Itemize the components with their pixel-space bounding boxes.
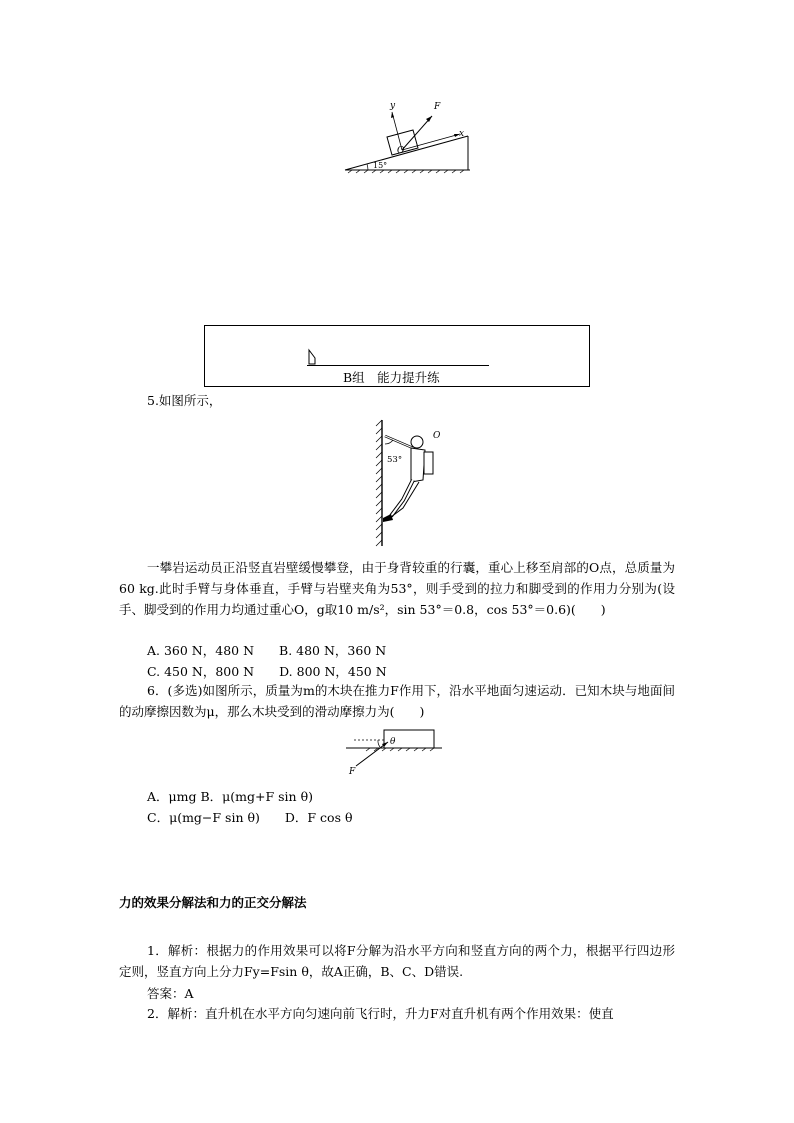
- answer-1-answer: 答案：A: [147, 986, 194, 1001]
- incline-surface: [345, 136, 468, 170]
- angle-arc: [367, 164, 368, 170]
- pencil-icon: [307, 348, 319, 366]
- section-box: [204, 325, 590, 387]
- x-axis: [402, 134, 460, 150]
- angle-arc: [385, 440, 393, 444]
- incline-figure: [340, 98, 480, 178]
- label-angle: 53°: [387, 455, 403, 465]
- q5-options-line2: C. 450 N，800 N D. 800 N，450 N: [147, 664, 387, 679]
- label-F: F: [349, 767, 356, 777]
- label-angle: 15°: [373, 161, 388, 170]
- climber-figure: [373, 420, 443, 546]
- backpack: [424, 452, 433, 474]
- q6-options-line1: A．μmg B．μ(mg+F sin θ): [147, 789, 313, 804]
- label-F: F: [434, 102, 441, 112]
- q5-lead: 5.如图所示，: [147, 393, 222, 408]
- answer-2-text: 2．解析：直升机在水平方向匀速向前飞行时，升力F对直升机有两个作用效果：使直: [147, 1006, 614, 1021]
- climber-head: [411, 436, 423, 448]
- section-underline: [307, 365, 489, 366]
- section-title: B组 能力提升练: [343, 370, 440, 385]
- answer-1-text: 1．解析：根据力的作用效果可以将F分解为沿水平方向和竖直方向的两个力，根据平行四边形定则，竖直方向上分力Fy=Fsin θ，故A正确，B、C、D错误.: [119, 943, 675, 979]
- label-O: O: [397, 146, 405, 156]
- q5-options-line1: A. 360 N，480 N B. 480 N，360 N: [147, 643, 387, 658]
- q5-stem: 一攀岩运动员正沿竖直岩壁缓慢攀登，由于身背较重的行囊，重心上移至肩部的O点，总质量为60 kg.此时手臂与身体垂直，手臂与岩壁夹角为53°，则手受到的拉力和脚受到的作用力分别为(设手、脚受到的作用力均通过重心O，g取10 m/s²，sin 53°＝0.8，cos 53°＝0.6)( ): [119, 560, 675, 617]
- label-x: x: [459, 129, 465, 139]
- block-push-figure: [346, 728, 446, 780]
- theta-arc: [378, 740, 380, 747]
- label-O: O: [433, 431, 441, 441]
- q6-options-line2: C．μ(mg−F sin θ) D．F cos θ: [147, 810, 353, 825]
- y-axis: [392, 112, 402, 150]
- climber-body: [411, 448, 425, 482]
- wall-hatch: [376, 420, 382, 546]
- q6-stem: 6．(多选)如图所示，质量为m的木块在推力F作用下，沿水平地面匀速运动．已知木块与地面间的动摩擦因数为μ，那么木块受到的滑动摩擦力为( ): [119, 683, 675, 719]
- label-theta: θ: [390, 737, 396, 747]
- answers-heading: 力的效果分解法和力的正交分解法: [119, 895, 307, 910]
- label-y: y: [390, 101, 396, 111]
